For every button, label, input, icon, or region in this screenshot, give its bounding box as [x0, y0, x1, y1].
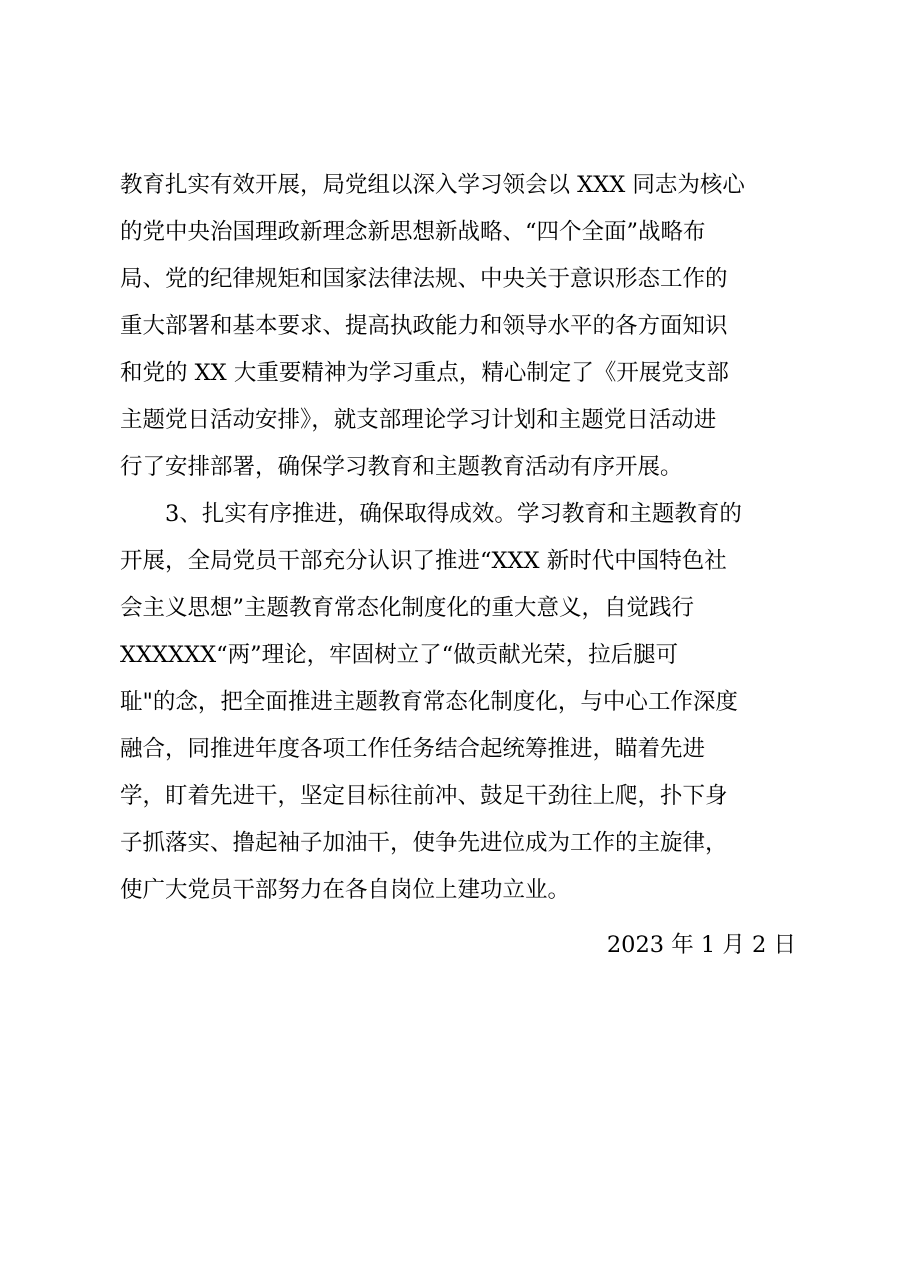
text-line: 开展，全局党员干部充分认识了推进“XXX 新时代中国特色社 [120, 548, 727, 574]
text-line: 重大部署和基本要求、提高执政能力和领导水平的各方面知识 [120, 313, 728, 339]
text-line: 使广大党员干部努力在各自岗位上建功立业。 [120, 877, 571, 903]
text-line: 融合，同推进年度各项工作任务结合起统筹推进，瞄着先进 [120, 736, 706, 762]
text-line: 行了安排部署，确保学习教育和主题教育活动有序开展。 [120, 454, 683, 480]
text-line: 会主义思想”主题教育常态化制度化的重大意义，自觉践行 [120, 595, 695, 621]
text-line: 耻"的念，把全面推进主题教育常态化制度化，与中心工作深度 [120, 689, 738, 715]
text-line: 的党中央治国理政新理念新思想新战略、“四个全面”战略布 [120, 219, 706, 245]
text-line: 和党的 XX 大重要精神为学习重点，精心制定了《开展党支部 [120, 360, 729, 386]
text-line: 主题党日活动安排》，就支部理论学习计划和主题党日活动进 [120, 407, 717, 433]
text-line: 学，盯着先进干，坚定目标往前冲、鼓足干劲往上爬，扑下身 [120, 783, 728, 809]
paragraph-start-line: 3、扎实有序推进，确保取得成效。学习教育和主题教育的 [165, 501, 742, 527]
text-line: XXXXXX“两”理论，牢固树立了“做贡献光荣，拉后腿可 [120, 642, 679, 668]
body-text [120, 162, 800, 914]
text-line: 局、党的纪律规矩和国家法律法规、中央关于意识形态工作的 [120, 266, 728, 292]
text-line: 教育扎实有效开展，局党组以深入学习领会以 XXX 同志为核心 [120, 172, 745, 198]
text-line: 子抓落实、撸起袖子加油干，使争先进位成为工作的主旋律， [120, 830, 728, 856]
document-date: 2023 年 1 月 2 日 [606, 932, 796, 958]
